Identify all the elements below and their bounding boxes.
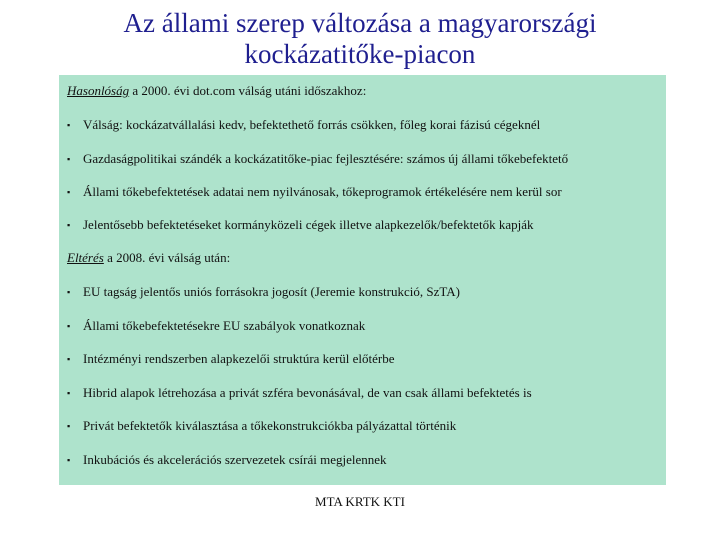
bullet-icon: ▪: [67, 354, 71, 364]
bullet-icon: ▪: [67, 287, 71, 297]
bullet-icon: ▪: [67, 388, 71, 398]
content-panel: [59, 75, 666, 485]
list-item-text: Jelentősebb befektetéseket kormányközeli cégek illetve alapkezelők/befektetők kapják: [83, 217, 534, 232]
bullet-icon: ▪: [67, 220, 71, 230]
section-heading-text: a 2000. évi dot.com válság utáni időszakhoz:: [129, 83, 367, 98]
section-heading-similarity: [67, 83, 366, 99]
bullet-icon: ▪: [67, 154, 71, 164]
slide-title: [0, 8, 720, 70]
list-item: [67, 418, 456, 434]
list-item: [67, 351, 395, 367]
list-item: [67, 318, 365, 334]
list-item: [67, 217, 533, 233]
list-item: [67, 385, 532, 401]
bullet-icon: ▪: [67, 421, 71, 431]
slide-title-line-2: kockázatitőke-piacon: [244, 39, 476, 69]
section-keyword-similarity: Hasonlóság: [67, 83, 130, 98]
list-item: [67, 184, 562, 200]
list-item-text: Inkubációs és akcelerációs szervezetek csírái megjelennek: [83, 452, 387, 467]
list-item: [67, 151, 568, 167]
list-item-text: Intézményi rendszerben alapkezelői struktúra kerül előtérbe: [83, 351, 395, 366]
section-keyword-difference: Eltérés: [67, 250, 104, 265]
list-item-text: Privát befektetők kiválasztása a tőkekonstrukciókba pályázattal történik: [83, 418, 457, 433]
list-item: [67, 284, 460, 300]
list-item-text: Válság: kockázatvállalási kedv, befektethető forrás csökken, főleg korai fázisú cégeknél: [83, 117, 541, 132]
slide-title-line-1: Az állami szerep változása a magyarországi: [123, 8, 597, 38]
list-item-text: Állami tőkebefektetésekre EU szabályok vonatkoznak: [83, 318, 366, 333]
list-item: [67, 452, 387, 468]
list-item-text: Gazdaságpolitikai szándék a kockázatitőke-piac fejlesztésére: számos új állami tőkebefektető: [83, 151, 569, 166]
bullet-icon: ▪: [67, 120, 71, 130]
footer-institution: MTA KRTK KTI: [315, 494, 405, 509]
bullet-icon: ▪: [67, 321, 71, 331]
bullet-icon: ▪: [67, 455, 71, 465]
list-item-text: Állami tőkebefektetések adatai nem nyilvánosak, tőkeprogramok értékelésére nem kerül sor: [83, 184, 562, 199]
list-item: [67, 117, 540, 133]
list-item-text: Hibrid alapok létrehozása a privát szféra bevonásával, de van csak állami befektetés is: [83, 385, 532, 400]
section-heading-difference: [67, 250, 230, 266]
bullet-icon: ▪: [67, 187, 71, 197]
list-item-text: EU tagság jelentős uniós forrásokra jogosít (Jeremie konstrukció, SzTA): [83, 284, 460, 299]
section-heading-text: a 2008. évi válság után:: [103, 250, 231, 265]
